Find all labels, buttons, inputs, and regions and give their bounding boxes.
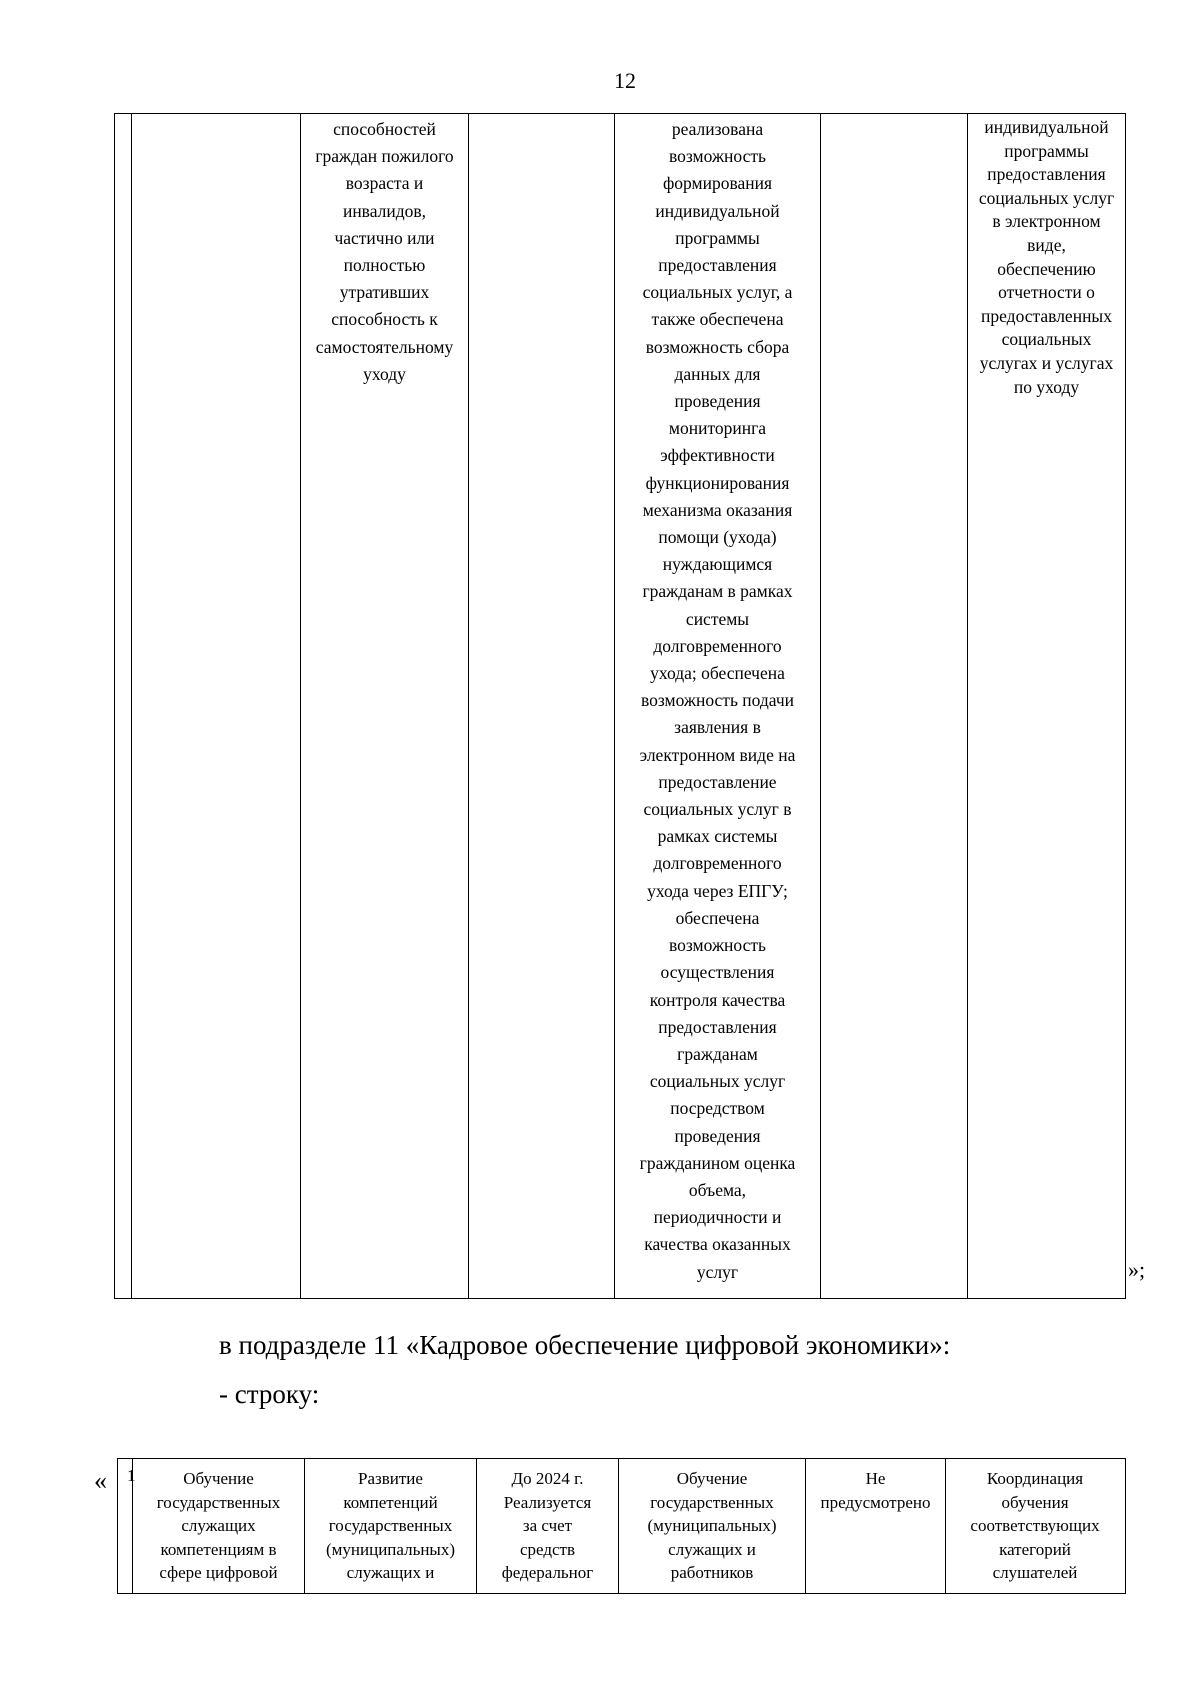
column-divider	[468, 114, 469, 1298]
top-table-col6-text: индивидуальной программы предоставления социальных услуг в электронном виде, обеспечению отчетности о предоставленных социальных услугах и услугах по уходу	[978, 117, 1115, 397]
page-number: 12	[614, 68, 636, 93]
top-table	[114, 113, 1126, 1299]
paragraph-subsection: в подразделе 11 «Кадровое обеспечение цифровой экономики»:	[219, 1330, 951, 1360]
bottom-table-col1: Обучение государственных служащих компетенциям в сфере цифровой	[156, 1469, 281, 1583]
closing-quote: »;	[1128, 1257, 1146, 1282]
bottom-table-col3: До 2024 г. Реализуется за счет средств федеральног	[501, 1469, 594, 1583]
bottom-table-col2: Развитие компетенций государственных (муниципальных) служащих и	[325, 1469, 456, 1583]
bottom-table	[117, 1458, 1126, 1594]
bottom-table-col5: Не предусмотрено	[820, 1469, 931, 1512]
paragraph-row: - строку:	[219, 1379, 320, 1409]
column-divider	[131, 114, 132, 1298]
top-table-col4-text: реализована возможность формирования индивидуальной программы предоставления социальных услуг, а также обеспечена возможность сбора данных для проведения мониторинга эффективности функционирования механизма оказания помощи (ухода) нуждающимся гражданам в рамках системы долговременного ухода; обеспечена возможность подачи заявления в электронном виде на предоставление социальных услуг в рамках системы долговременного ухода через ЕПГУ; обеспечена возможность осуществления контроля качества предоставления гражданам социальных услуг посредством проведения гражданином оценка объема, периодичности и качества оказанных услуг	[639, 119, 796, 1282]
top-table-col2-text: способностей граждан пожилого возраста и инвалидов, частично или полностью утративших способность к самостоятельному уходу	[315, 119, 454, 384]
bottom-table-col6: Координация обучения соответствующих категорий слушателей	[970, 1469, 1100, 1583]
row-number: 1	[127, 1466, 136, 1485]
bottom-table-col4: Обучение государственных (муниципальных) служащих и работников	[647, 1469, 777, 1583]
column-divider	[820, 114, 821, 1298]
open-quote: «	[94, 1466, 107, 1495]
